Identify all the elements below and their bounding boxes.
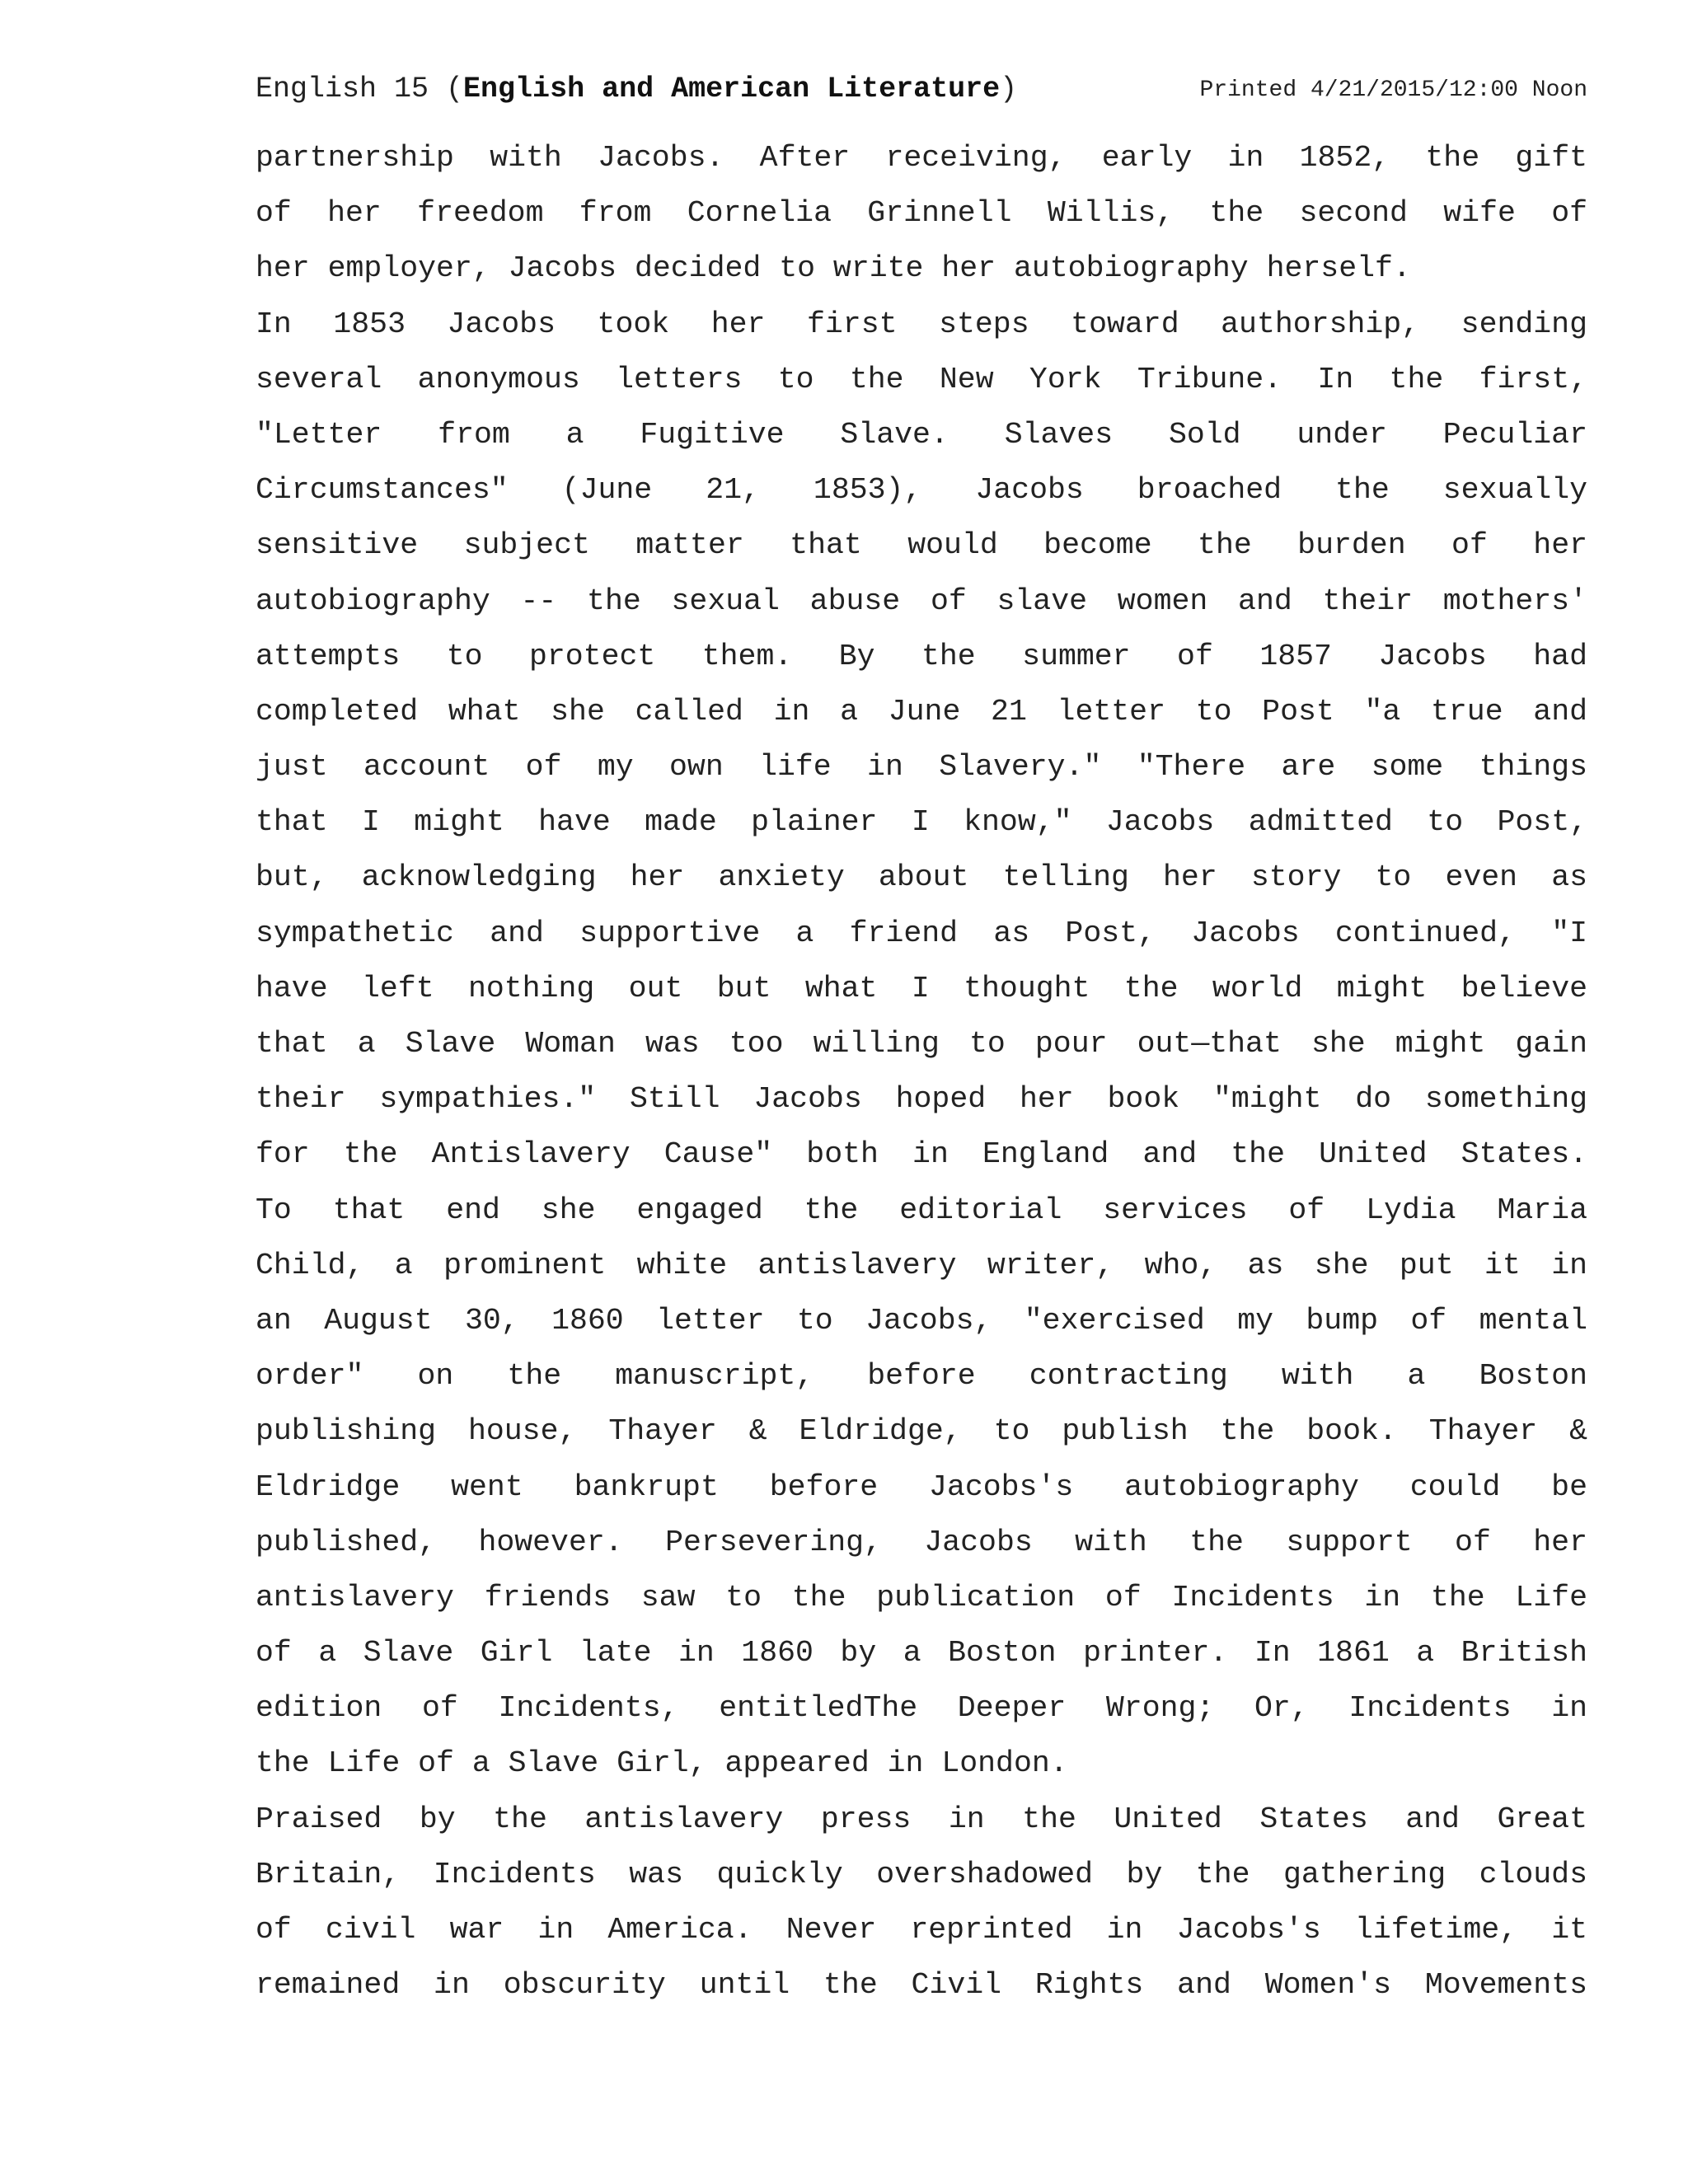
text-line: the Life of a Slave Girl, appeared in London. bbox=[256, 1746, 1068, 1781]
text-line: antislavery friends saw to the publication of Incidents in the Life bbox=[256, 1580, 1587, 1615]
text-line: partnership with Jacobs. After receiving, early in 1852, the gift bbox=[256, 141, 1587, 175]
text-line: published, however. Persevering, Jacobs with the support of her bbox=[256, 1525, 1587, 1559]
text-line: but, acknowledging her anxiety about telling her story to even as bbox=[256, 860, 1587, 895]
text-line: To that end she engaged the editorial services of Lydia Maria bbox=[256, 1193, 1587, 1227]
page-header bbox=[256, 69, 1587, 109]
text-line: Eldridge went bankrupt before Jacobs's autobiography could be bbox=[256, 1469, 1587, 1504]
text-line: that I might have made plainer I know," Jacobs admitted to Post, bbox=[256, 805, 1587, 840]
document-body bbox=[256, 130, 1587, 2013]
text-line: an August 30, 1860 letter to Jacobs, "exercised my bump of mental bbox=[256, 1303, 1587, 1338]
course-close-paren: ) bbox=[1000, 73, 1018, 105]
text-line: sensitive subject matter that would become the burden of her bbox=[256, 528, 1587, 563]
text-line: just account of my own life in Slavery." "There are some things bbox=[256, 750, 1587, 785]
text-line: have left nothing out but what I thought the world might believe bbox=[256, 971, 1587, 1005]
text-line: In 1853 Jacobs took her first steps toward authorship, sending bbox=[256, 307, 1587, 341]
text-line: Britain, Incidents was quickly overshadowed by the gathering clouds bbox=[256, 1857, 1587, 1891]
text-line: sympathetic and supportive a friend as Post, Jacobs continued, "I bbox=[256, 916, 1587, 950]
text-line: remained in obscurity until the Civil Rights and Women's Movements bbox=[256, 1968, 1587, 2003]
text-line: of a Slave Girl late in 1860 by a Boston printer. In 1861 a British bbox=[256, 1636, 1587, 1671]
text-line: order" on the manuscript, before contracting with a Boston bbox=[256, 1359, 1587, 1394]
course-heading bbox=[256, 69, 1017, 109]
text-line: completed what she called in a June 21 letter to Post "a true and bbox=[256, 694, 1587, 729]
text-line: of her freedom from Cornelia Grinnell Willis, the second wife of bbox=[256, 196, 1587, 231]
text-line: Praised by the antislavery press in the United States and Great bbox=[256, 1802, 1587, 1836]
text-line: several anonymous letters to the New York Tribune. In the first, bbox=[256, 362, 1587, 396]
text-line: of civil war in America. Never reprinted in Jacobs's lifetime, it bbox=[256, 1913, 1587, 1947]
text-line: their sympathies." Still Jacobs hoped her book "might do something bbox=[256, 1082, 1587, 1117]
text-line: publishing house, Thayer & Eldridge, to publish the book. Thayer & bbox=[256, 1414, 1587, 1449]
course-label: English 15 ( bbox=[256, 73, 464, 105]
text-line: Circumstances" (June 21, 1853), Jacobs broached the sexually bbox=[256, 473, 1587, 508]
print-date: Printed 4/21/2015/12:00 Noon bbox=[1199, 77, 1587, 103]
text-line: for the Antislavery Cause" both in England and the United States. bbox=[256, 1137, 1587, 1172]
text-line: "Letter from a Fugitive Slave. Slaves Sold under Peculiar bbox=[256, 417, 1587, 452]
text-line: attempts to protect them. By the summer of 1857 Jacobs had bbox=[256, 639, 1587, 673]
text-line: autobiography -- the sexual abuse of slave women and their mothers' bbox=[256, 583, 1587, 618]
course-title: English and American Literature bbox=[463, 73, 1001, 105]
text-line: edition of Incidents, entitledThe Deeper Wrong; Or, Incidents in bbox=[256, 1691, 1587, 1726]
text-line: Child, a prominent white antislavery writer, who, as she put it in bbox=[256, 1248, 1587, 1282]
text-line: her employer, Jacobs decided to write her autobiography herself. bbox=[256, 251, 1411, 286]
text-line: that a Slave Woman was too willing to pour out—that she might gain bbox=[256, 1027, 1587, 1061]
